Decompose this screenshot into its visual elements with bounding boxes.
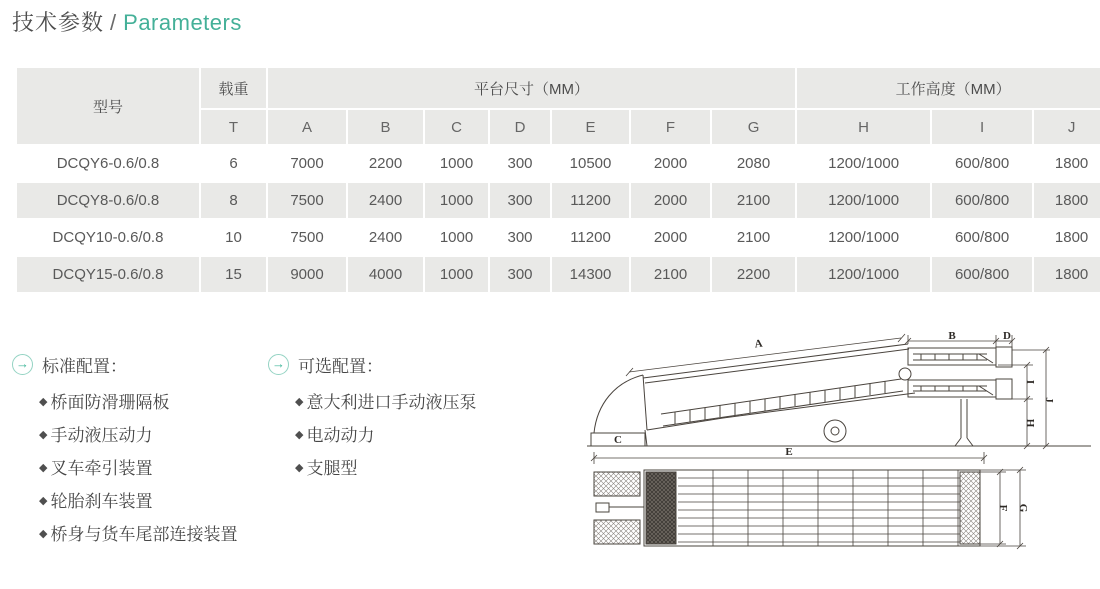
table-cell: 2000 — [631, 220, 710, 255]
table-cell: 1200/1000 — [797, 220, 930, 255]
table-cell: 1000 — [425, 183, 488, 218]
table-cell: 300 — [490, 220, 550, 255]
dim-label-D: D — [1003, 330, 1011, 342]
circle-arrow-icon: → — [12, 354, 33, 375]
table-cell: 10 — [201, 220, 266, 255]
header-col-A: A — [268, 110, 346, 144]
table-cell: 10500 — [552, 146, 629, 181]
optional-config-items — [268, 386, 568, 485]
table-cell: 600/800 — [932, 183, 1032, 218]
page-title-zh: 技术参数 — [12, 10, 105, 35]
table-cell: 11200 — [552, 183, 629, 218]
dim-label-J: J — [1043, 397, 1055, 403]
header-col-T: T — [201, 110, 266, 144]
list-item-label: 轮胎刹车装置 — [50, 492, 153, 511]
top-view-drawing — [586, 446, 1048, 571]
diamond-bullet-icon: ◆ — [39, 528, 48, 540]
table-cell: 6 — [201, 146, 266, 181]
page-title-en: Parameters — [123, 10, 242, 35]
table-cell: 2400 — [348, 183, 423, 218]
header-col-I: I — [932, 110, 1032, 144]
standard-config-items — [12, 386, 262, 551]
header-load-group: 载重 — [201, 68, 266, 108]
header-col-E: E — [552, 110, 629, 144]
header-platform-group: 平台尺寸（MM） — [268, 68, 795, 108]
header-col-J: J — [1034, 110, 1100, 144]
list-item-label: 支腿型 — [306, 459, 358, 478]
table-cell: 600/800 — [932, 220, 1032, 255]
page-title-separator: / — [110, 10, 118, 35]
table-cell: 600/800 — [932, 146, 1032, 181]
diamond-bullet-icon: ◆ — [39, 495, 48, 507]
dim-label-C: C — [614, 434, 622, 446]
model-cell: DCQY15-0.6/0.8 — [17, 257, 199, 292]
table-cell: 15 — [201, 257, 266, 292]
diamond-bullet-icon: ◆ — [39, 396, 48, 408]
table-cell: 1200/1000 — [797, 257, 930, 292]
list-item-label: 电动动力 — [306, 426, 375, 445]
dim-label-E: E — [785, 446, 793, 458]
table-cell: 2100 — [712, 220, 795, 255]
standard-config-section — [12, 352, 262, 551]
table-row — [17, 220, 1100, 255]
list-item — [39, 452, 262, 485]
table-cell: 4000 — [348, 257, 423, 292]
standard-config-header — [12, 352, 262, 377]
table-cell: 2100 — [712, 183, 795, 218]
top-view-svg — [586, 446, 1048, 566]
dim-label-H: H — [1024, 418, 1036, 428]
table-cell: 14300 — [552, 257, 629, 292]
header-height-group: 工作高度（MM） — [797, 68, 1100, 108]
dim-label-G: G — [1017, 503, 1029, 513]
parameters-table — [15, 66, 1100, 294]
dim-label-A: A — [753, 337, 764, 351]
diamond-bullet-icon: ◆ — [39, 462, 48, 474]
table-cell: 300 — [490, 146, 550, 181]
table-cell: 1800 — [1034, 146, 1100, 181]
table-cell: 2000 — [631, 183, 710, 218]
table-cell: 1000 — [425, 220, 488, 255]
diamond-bullet-icon: ◆ — [295, 462, 304, 474]
table-cell: 2100 — [631, 257, 710, 292]
circle-arrow-icon: → — [268, 354, 289, 375]
table-cell: 2000 — [631, 146, 710, 181]
table-cell: 1000 — [425, 146, 488, 181]
optional-config-section — [268, 352, 568, 485]
table-row — [17, 183, 1100, 218]
header-col-G: G — [712, 110, 795, 144]
list-item-label: 意大利进口手动液压泵 — [306, 393, 477, 412]
header-col-F: F — [631, 110, 710, 144]
list-item-label: 桥面防滑珊隔板 — [50, 393, 170, 412]
table-cell: 2400 — [348, 220, 423, 255]
dim-label-B: B — [948, 330, 956, 342]
table-cell: 7500 — [268, 220, 346, 255]
list-item-label: 手动液压动力 — [50, 426, 153, 445]
standard-config-title: 标准配置： — [42, 357, 127, 376]
list-item — [39, 386, 262, 419]
model-cell: DCQY8-0.6/0.8 — [17, 183, 199, 218]
table-cell: 11200 — [552, 220, 629, 255]
table-cell: 7500 — [268, 183, 346, 218]
list-item — [295, 419, 568, 452]
top-view-linework — [591, 452, 1026, 549]
table-row — [17, 257, 1100, 292]
table-cell: 1200/1000 — [797, 146, 930, 181]
optional-config-title: 可选配置： — [298, 357, 383, 376]
table-cell: 9000 — [268, 257, 346, 292]
diamond-bullet-icon: ◆ — [295, 429, 304, 441]
list-item — [39, 518, 262, 551]
diamond-bullet-icon: ◆ — [295, 396, 304, 408]
table-cell: 300 — [490, 183, 550, 218]
header-model: 型号 — [17, 68, 199, 144]
list-item — [39, 485, 262, 518]
header-col-D: D — [490, 110, 550, 144]
side-view-linework — [587, 344, 1091, 446]
table-cell: 1800 — [1034, 220, 1100, 255]
model-cell: DCQY10-0.6/0.8 — [17, 220, 199, 255]
dim-label-I: I — [1024, 379, 1036, 385]
header-col-C: C — [425, 110, 488, 144]
table-row — [17, 146, 1100, 181]
table-cell: 1800 — [1034, 257, 1100, 292]
table-cell: 2200 — [348, 146, 423, 181]
side-view-svg — [583, 330, 1095, 458]
table-cell: 300 — [490, 257, 550, 292]
header-col-B: B — [348, 110, 423, 144]
header-col-H: H — [797, 110, 930, 144]
list-item — [295, 452, 568, 485]
list-item-label: 叉车牵引装置 — [50, 459, 153, 478]
table-cell: 1200/1000 — [797, 183, 930, 218]
list-item — [295, 386, 568, 419]
list-item — [39, 419, 262, 452]
table-cell: 2200 — [712, 257, 795, 292]
table-header-group-row — [17, 68, 1100, 108]
table-cell: 1000 — [425, 257, 488, 292]
table-cell: 600/800 — [932, 257, 1032, 292]
table-cell: 8 — [201, 183, 266, 218]
table-cell: 1800 — [1034, 183, 1100, 218]
optional-config-header — [268, 352, 568, 377]
table-cell: 2080 — [712, 146, 795, 181]
list-item-label: 桥身与货车尾部连接装置 — [50, 525, 238, 544]
side-view-drawing — [583, 330, 1095, 463]
page-title — [12, 6, 242, 37]
dim-label-F: F — [997, 504, 1009, 512]
table-cell: 7000 — [268, 146, 346, 181]
model-cell: DCQY6-0.6/0.8 — [17, 146, 199, 181]
diamond-bullet-icon: ◆ — [39, 429, 48, 441]
